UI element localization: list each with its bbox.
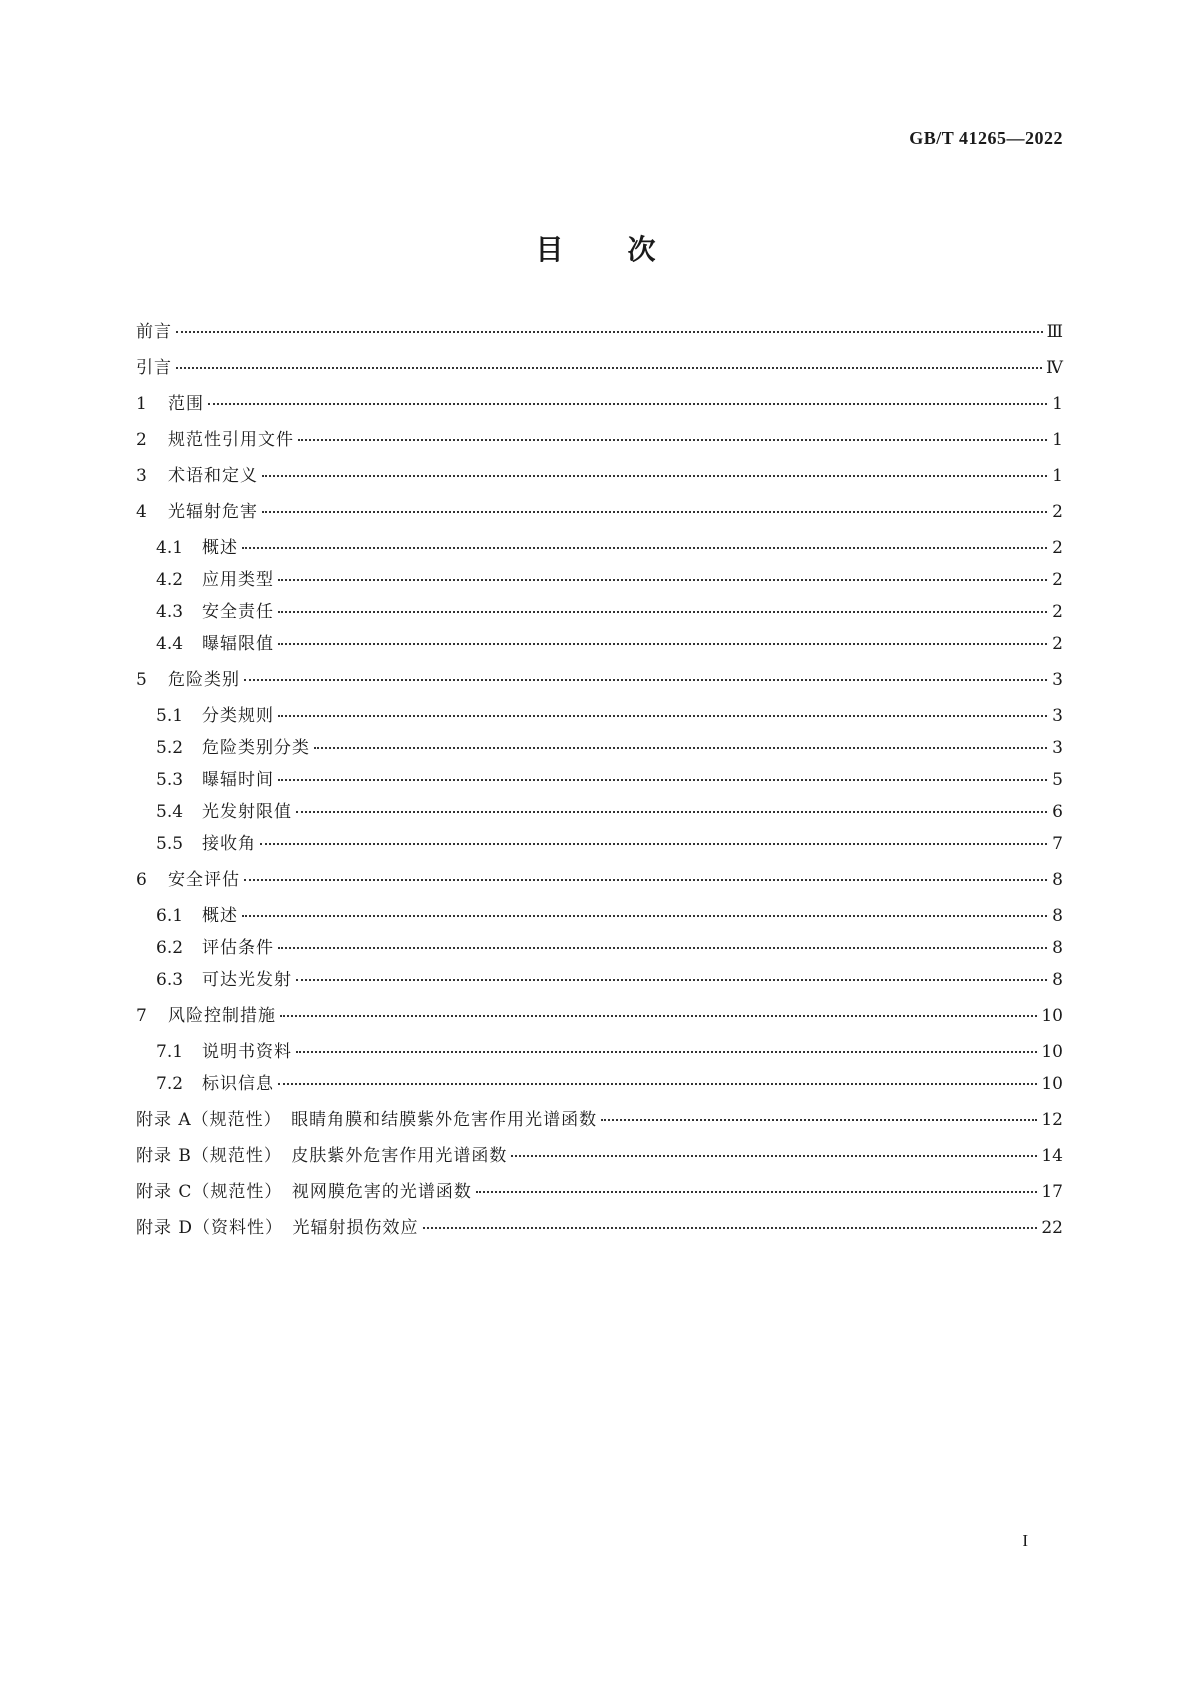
toc-entry-page: 2 (1052, 502, 1063, 522)
toc-entry-label: 术语和定义 (168, 466, 258, 486)
dot-leader (244, 679, 1047, 681)
toc-entry[interactable] (136, 1182, 1063, 1202)
page-title: 目次 (535, 233, 720, 266)
toc-entry-number: 5 (136, 670, 147, 690)
toc-entry-number: 4.3 (156, 602, 184, 622)
toc-entry-number: 1 (136, 394, 147, 414)
toc-entry[interactable] (136, 502, 1063, 522)
toc-entry-label: 安全责任 (202, 602, 274, 622)
toc-entry-page: 8 (1052, 970, 1063, 990)
toc-entry-page: Ⅲ (1046, 322, 1063, 342)
toc-entry[interactable] (136, 466, 1063, 486)
toc-entry-label: 附录 B（规范性） 皮肤紫外危害作用光谱函数 (136, 1146, 508, 1166)
toc-entry-page: Ⅳ (1046, 358, 1063, 378)
dot-leader (176, 367, 1042, 369)
toc-entry-number: 5.2 (156, 738, 184, 758)
toc-entry[interactable] (136, 770, 1063, 790)
dot-leader (278, 947, 1047, 949)
dot-leader (208, 403, 1047, 405)
toc-entry-number: 6 (136, 870, 147, 890)
toc-entry-label: 接收角 (202, 834, 256, 854)
toc-entry-page: 1 (1052, 430, 1063, 450)
toc-entry[interactable] (136, 738, 1063, 758)
toc-entry-number: 6.2 (156, 938, 184, 958)
toc-entry-label: 曝辐限值 (202, 634, 274, 654)
toc-entry-page: 8 (1052, 906, 1063, 926)
toc-entry-label: 可达光发射 (202, 970, 292, 990)
toc-entry-number: 5.1 (156, 706, 184, 726)
toc-entry-number: 4 (136, 502, 147, 522)
toc-entry[interactable] (136, 870, 1063, 890)
toc-entry-number: 7.2 (156, 1074, 184, 1094)
toc-entry-label: 曝辐时间 (202, 770, 274, 790)
dot-leader (176, 331, 1043, 333)
toc-entry[interactable] (136, 394, 1063, 414)
toc-entry[interactable] (136, 802, 1063, 822)
toc-entry[interactable] (136, 570, 1063, 590)
toc-entry[interactable] (136, 358, 1063, 378)
toc-entry[interactable] (136, 970, 1063, 990)
dot-leader (280, 1015, 1037, 1017)
toc-entry-label: 范围 (168, 394, 204, 414)
toc-entry-label: 危险类别分类 (202, 738, 310, 758)
toc-entry[interactable] (136, 322, 1063, 342)
dot-leader (296, 979, 1047, 981)
toc-entry[interactable] (136, 538, 1063, 558)
toc-entry-page: 3 (1052, 670, 1063, 690)
toc-entry[interactable] (136, 1110, 1063, 1130)
dot-leader (260, 843, 1047, 845)
toc-entry-label: 引言 (136, 358, 172, 378)
toc-entry-page: 6 (1052, 802, 1063, 822)
toc-entry-label: 安全评估 (168, 870, 240, 890)
toc-entry-number: 6.1 (156, 906, 184, 926)
toc-entry-page: 2 (1052, 602, 1063, 622)
dot-leader (278, 1083, 1037, 1085)
toc-entry-page: 1 (1052, 394, 1063, 414)
toc-entry-label: 应用类型 (202, 570, 274, 590)
dot-leader (278, 643, 1047, 645)
toc-entry-number: 5.4 (156, 802, 184, 822)
dot-leader (242, 915, 1047, 917)
dot-leader (511, 1155, 1037, 1157)
toc-entry[interactable] (136, 1042, 1063, 1062)
toc-entry-label: 危险类别 (168, 670, 240, 690)
toc-entry[interactable] (136, 706, 1063, 726)
toc-entry-label: 前言 (136, 322, 172, 342)
toc-entry-label: 光发射限值 (202, 802, 292, 822)
toc-entry-page: 7 (1052, 834, 1063, 854)
toc-entry-page: 2 (1052, 538, 1063, 558)
toc-entry-label: 标识信息 (202, 1074, 274, 1094)
toc-entry[interactable] (136, 1218, 1063, 1238)
toc-entry-label: 分类规则 (202, 706, 274, 726)
dot-leader (278, 779, 1047, 781)
toc-entry-page: 14 (1041, 1146, 1063, 1166)
toc-entry-label: 规范性引用文件 (168, 430, 294, 450)
toc-entry[interactable] (136, 938, 1063, 958)
toc-entry-number: 4.1 (156, 538, 184, 558)
dot-leader (298, 439, 1047, 441)
toc-entry-label: 说明书资料 (202, 1042, 292, 1062)
toc-entry[interactable] (136, 1074, 1063, 1094)
dot-leader (244, 879, 1047, 881)
dot-leader (423, 1227, 1038, 1229)
dot-leader (278, 715, 1047, 717)
toc-entry[interactable] (136, 602, 1063, 622)
toc-entry-page: 5 (1052, 770, 1063, 790)
toc-entry-number: 7.1 (156, 1042, 184, 1062)
toc-entry-page: 17 (1041, 1182, 1063, 1202)
dot-leader (262, 475, 1047, 477)
dot-leader (278, 579, 1047, 581)
toc-entry-label: 概述 (202, 538, 238, 558)
toc-entry-page: 12 (1041, 1110, 1063, 1130)
toc-entry-page: 1 (1052, 466, 1063, 486)
page-number: I (1022, 1531, 1028, 1550)
toc-entry[interactable] (136, 1006, 1063, 1026)
toc-entry-label: 附录 C（规范性） 视网膜危害的光谱函数 (136, 1182, 472, 1202)
toc-entry[interactable] (136, 906, 1063, 926)
dot-leader (476, 1191, 1037, 1193)
toc-entry-page: 2 (1052, 634, 1063, 654)
dot-leader (296, 811, 1047, 813)
toc-entry-page: 2 (1052, 570, 1063, 590)
dot-leader (278, 611, 1047, 613)
toc-entry[interactable] (136, 430, 1063, 450)
toc-entry-page: 10 (1041, 1074, 1063, 1094)
toc-entry-page: 10 (1041, 1042, 1063, 1062)
toc-entry-page: 3 (1052, 738, 1063, 758)
toc-entry-page: 8 (1052, 870, 1063, 890)
toc-entry-page: 3 (1052, 706, 1063, 726)
toc-entry[interactable] (136, 1146, 1063, 1166)
dot-leader (601, 1119, 1037, 1121)
toc-entry-label: 附录 D（资料性） 光辐射损伤效应 (136, 1218, 419, 1238)
toc-entry-number: 5.5 (156, 834, 184, 854)
toc-entry-label: 概述 (202, 906, 238, 926)
toc-entry-number: 3 (136, 466, 147, 486)
toc-entry-label: 评估条件 (202, 938, 274, 958)
toc-entry-number: 7 (136, 1006, 147, 1026)
toc-entry-number: 2 (136, 430, 147, 450)
toc-entry[interactable] (136, 670, 1063, 690)
dot-leader (242, 547, 1047, 549)
dot-leader (262, 511, 1047, 513)
toc-entry-number: 5.3 (156, 770, 184, 790)
toc-entry-number: 4.2 (156, 570, 184, 590)
toc-entry-page: 8 (1052, 938, 1063, 958)
dot-leader (314, 747, 1047, 749)
toc-entry-page: 22 (1041, 1218, 1063, 1238)
toc-entry-page: 10 (1041, 1006, 1063, 1026)
toc-entry[interactable] (136, 634, 1063, 654)
toc-entry-label: 光辐射危害 (168, 502, 258, 522)
toc-entry[interactable] (136, 834, 1063, 854)
toc-entry-label: 风险控制措施 (168, 1006, 276, 1026)
dot-leader (296, 1051, 1037, 1053)
toc-entry-number: 6.3 (156, 970, 184, 990)
toc-entry-number: 4.4 (156, 634, 184, 654)
toc-entry-label: 附录 A（规范性） 眼睛角膜和结膜紫外危害作用光谱函数 (136, 1110, 598, 1130)
standard-code: GB/T 41265—2022 (909, 128, 1063, 148)
